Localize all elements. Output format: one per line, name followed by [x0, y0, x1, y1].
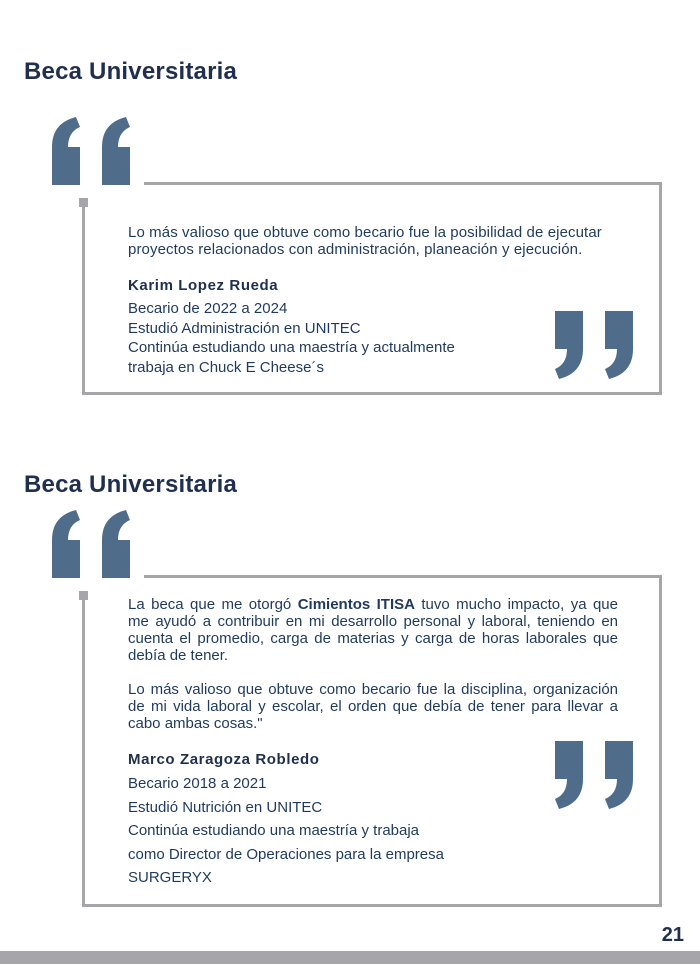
- open-quote-icon: [52, 117, 134, 185]
- quote-paragraph: Lo más valioso que obtuve como becario fue la posibilidad de ejecutar proyectos relacionados con administración, planeación y ejecución.: [128, 224, 602, 258]
- section-heading: Beca Universitaria: [24, 471, 238, 498]
- quote-paragraph: [128, 596, 618, 664]
- info-line: Becario 2018 a 2021: [128, 775, 267, 792]
- info-line: Estudió Nutrición en UNITEC: [128, 798, 323, 816]
- student-name: Karim Lopez Rueda: [128, 277, 279, 294]
- section-heading: Beca Universitaria: [24, 58, 238, 85]
- student-name: Marco Zaragoza Robledo: [128, 751, 320, 768]
- info-line: SURGERYX: [128, 869, 212, 886]
- quote-text: tuvo mucho impacto, ya que me ayudó a contribuir en mi desarrollo personal y laboral, teniendo en cuenta el promedio, carga de materias y carga de horas laborales que debía de tener.: [128, 596, 618, 664]
- info-line: Continúa estudiando una maestría y actualmente: [128, 339, 455, 356]
- organization-name: Cimientos ITISA: [297, 596, 415, 613]
- info-line: Becario de 2022 a 2024: [128, 300, 288, 317]
- page-number: 21: [661, 924, 684, 946]
- open-quote-icon: [52, 510, 134, 578]
- info-line: trabaja en Chuck E Cheese´s: [128, 358, 324, 376]
- footer-bar: [0, 951, 700, 964]
- close-quote-icon: [555, 311, 637, 379]
- testimonial-text: [128, 596, 618, 890]
- quote-paragraph: Lo más valioso que obtuve como becario fue la disciplina, organización de mi vida laboral y escolar, el orden que debía de tener para llevar a cabo ambas cosas.": [128, 681, 618, 732]
- info-line: como Director de Operaciones para la empresa: [128, 845, 444, 863]
- testimonial-text: [128, 224, 618, 377]
- quote-text: La beca que me otorgó: [128, 596, 298, 613]
- info-line: Continúa estudiando una maestría y trabaja: [128, 822, 420, 839]
- info-line: Estudió Administración en UNITEC: [128, 319, 361, 337]
- close-quote-icon: [555, 741, 637, 809]
